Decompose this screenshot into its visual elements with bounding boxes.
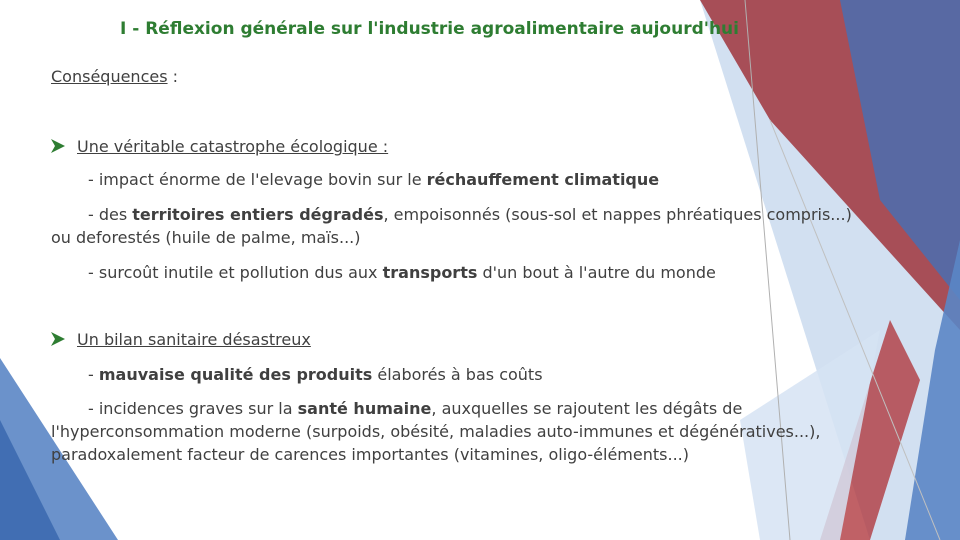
item-text: - bbox=[88, 365, 99, 384]
item-bold: mauvaise qualité des produits bbox=[98, 365, 373, 384]
list-item bbox=[51, 203, 931, 249]
item-text-post: d'un bout à l'autre du monde bbox=[477, 263, 716, 282]
section-heading-health bbox=[51, 330, 311, 349]
list-item bbox=[51, 397, 931, 466]
arrowhead-bullet-icon bbox=[51, 139, 65, 153]
item-bold: réchauffement climatique bbox=[426, 170, 660, 189]
item-text-post: , auxquelles se rajoutent les dégâts de bbox=[431, 399, 743, 418]
item-text: - surcoût inutile et pollution dus aux bbox=[88, 263, 383, 282]
list-item bbox=[88, 261, 716, 284]
item-bold: territoires entiers dégradés bbox=[132, 205, 384, 224]
item-text-post: élaborés à bas coûts bbox=[372, 365, 543, 384]
section-heading-text: Un bilan sanitaire désastreux bbox=[77, 330, 311, 349]
consequences-text: Conséquences bbox=[51, 67, 168, 86]
arrowhead-bullet-icon bbox=[51, 332, 65, 346]
item-text-line2: ou deforestés (huile de palme, maïs...) bbox=[51, 228, 361, 247]
list-item bbox=[88, 363, 543, 386]
consequences-colon: : bbox=[167, 67, 179, 86]
list-item bbox=[88, 168, 659, 191]
consequences-label bbox=[51, 67, 178, 86]
item-text: - impact énorme de l'elevage bovin sur le bbox=[88, 170, 427, 189]
item-text-post: , empoisonnés (sous-sol et nappes phréatiques compris...) bbox=[383, 205, 852, 224]
item-bold: transports bbox=[382, 263, 478, 282]
item-text-line3: paradoxalement facteur de carences importantes (vitamines, oligo-éléments...) bbox=[51, 445, 689, 464]
item-text-line2: l'hyperconsommation moderne (surpoids, obésité, maladies auto-immunes et dégénératives...), bbox=[51, 422, 821, 441]
section-heading-ecology bbox=[51, 137, 388, 156]
item-text: - des bbox=[88, 205, 133, 224]
section-heading-text: Une véritable catastrophe écologique : bbox=[77, 137, 389, 156]
item-text: - incidences graves sur la bbox=[88, 399, 298, 418]
item-bold: santé humaine bbox=[297, 399, 432, 418]
page-title: I - Réflexion générale sur l'industrie agroalimentaire aujourd'hui bbox=[120, 19, 739, 39]
